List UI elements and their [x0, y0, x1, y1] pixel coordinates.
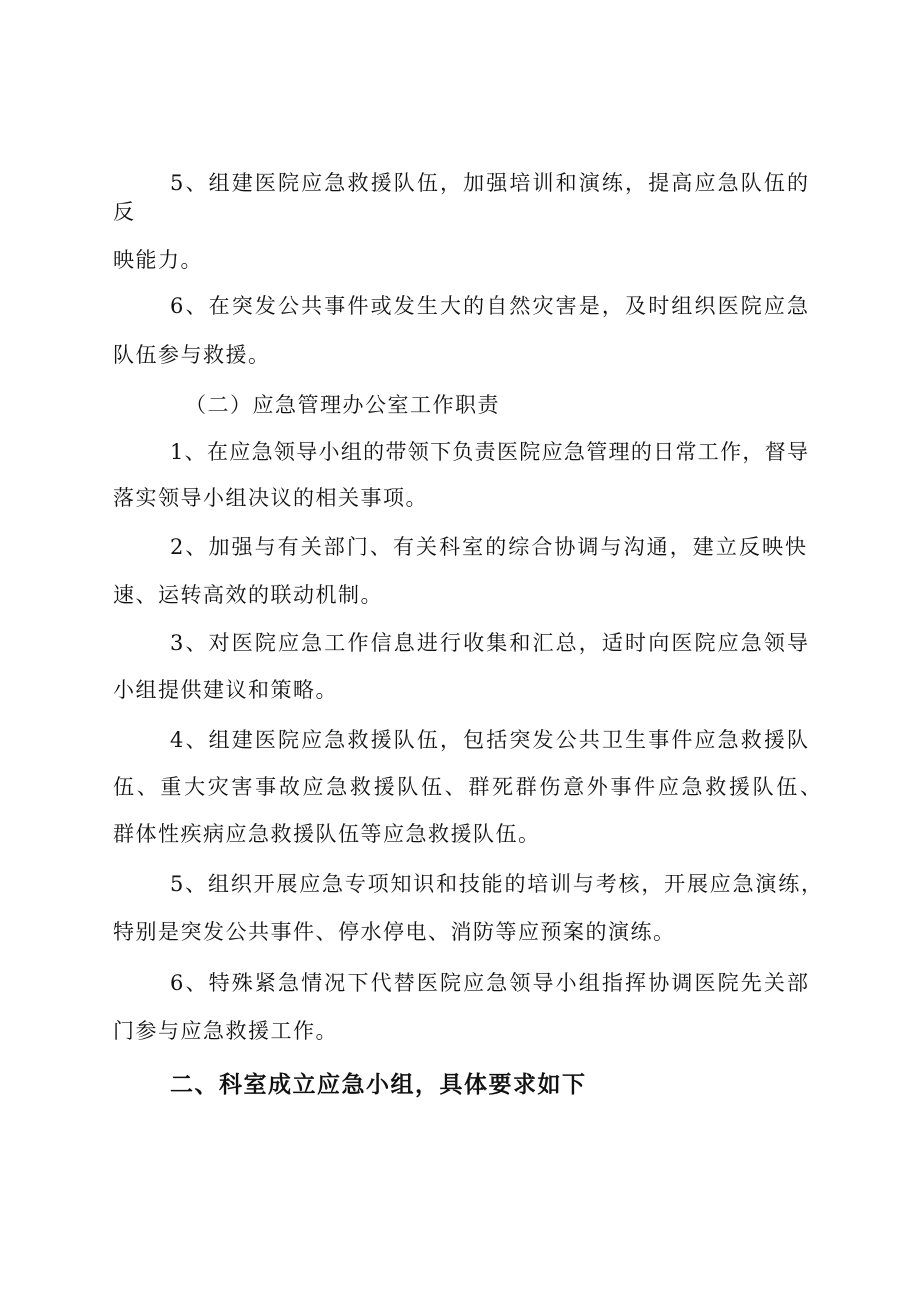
paragraph-line: 映能力。 — [113, 248, 203, 272]
paragraph-line: 6、特殊紧急情况下代替医院应急领导小组指挥协调医院先关部 — [170, 971, 808, 995]
paragraph-line: 伍、重大灾害事故应急救援队伍、群死群伤意外事件应急救援队伍、 — [113, 775, 821, 799]
subsection-heading: （二）应急管理办公室工作职责 — [185, 393, 500, 417]
paragraph-line: 特别是突发公共事件、停水停电、消防等应预案的演练。 — [113, 920, 676, 944]
paragraph-line: 速、运转高效的联动机制。 — [113, 583, 383, 607]
paragraph-line: 5、组建医院应急救援队伍，加强培训和演练，提高应急队伍的 — [170, 171, 808, 195]
paragraph-line: 2、加强与有关部门、有关科室的综合协调与沟通，建立反映快 — [170, 535, 806, 559]
paragraph-line: 反 — [113, 200, 136, 224]
paragraph-line: 群体性疾病应急救援队伍等应急救援队伍。 — [113, 822, 541, 846]
paragraph-line: 1、在应急领导小组的带领下负责医院应急管理的日常工作，督导 — [170, 440, 808, 464]
paragraph-line: 3、对医院应急工作信息进行收集和汇总，适时向医院应急领导 — [170, 631, 808, 655]
paragraph-line: 4、组建医院应急救援队伍，包括突发公共卫生事件应急救援队 — [170, 728, 808, 752]
section-heading: 二、科室成立应急小组，具体要求如下 — [170, 1071, 587, 1098]
paragraph-line: 5、组织开展应急专项知识和技能的培训与考核，开展应急演练， — [170, 872, 822, 896]
paragraph-line: 落实领导小组决议的相关事项。 — [113, 486, 428, 510]
paragraph-line: 队伍参与救援。 — [113, 343, 271, 367]
paragraph-line: 小组提供建议和策略。 — [113, 678, 338, 702]
paragraph-line: 6、在突发公共事件或发生大的自然灾害是，及时组织医院应急 — [170, 294, 808, 318]
paragraph-line: 门参与应急救援工作。 — [113, 1019, 338, 1043]
